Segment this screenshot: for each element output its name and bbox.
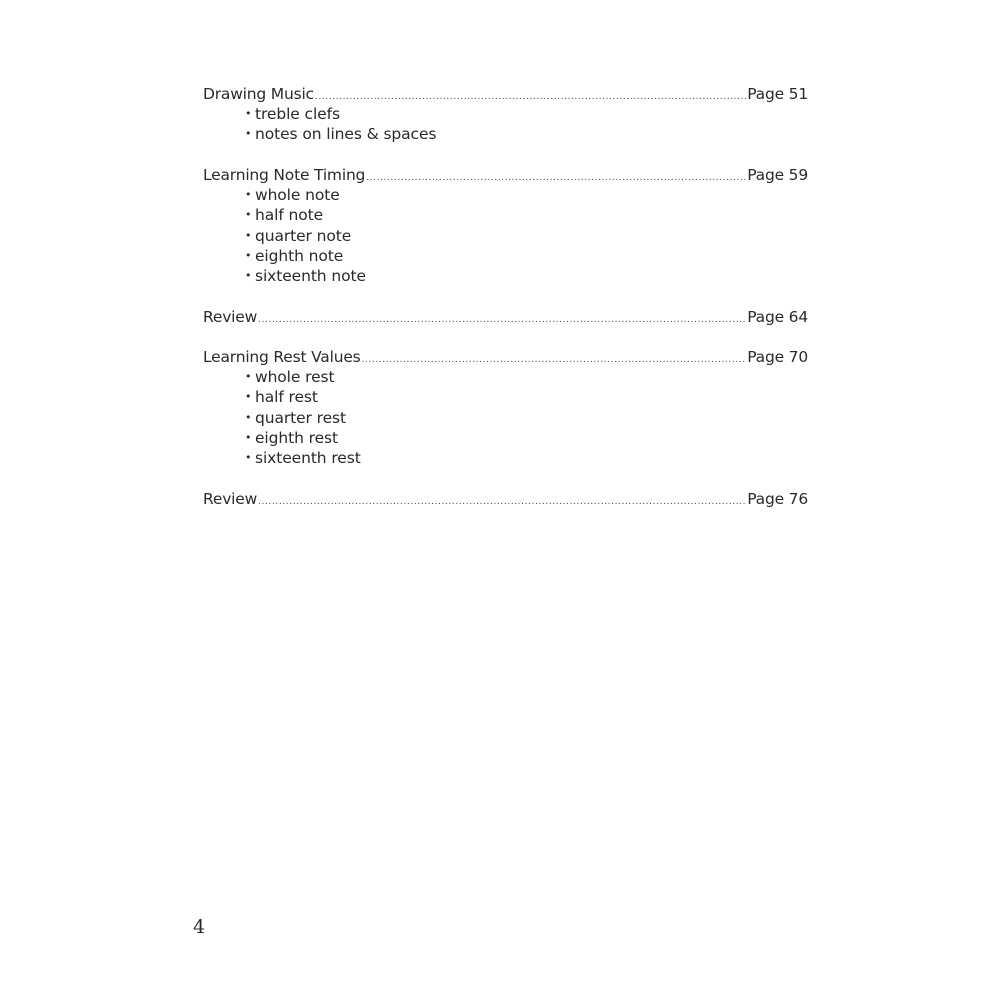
toc-entry-title: Review [203, 307, 258, 326]
toc-subitem [245, 185, 808, 205]
bullet-icon: • [245, 208, 252, 222]
dot-leader [315, 87, 746, 107]
dot-leader [258, 310, 746, 330]
toc-subitem [245, 367, 808, 387]
bullet-icon: • [245, 228, 252, 242]
bullet-icon: • [245, 430, 252, 444]
toc-subitems [203, 367, 808, 469]
bullet-icon: • [245, 187, 252, 201]
page-number: 4 [193, 916, 206, 938]
toc-entry-page: Page 70 [747, 347, 808, 366]
bullet-icon: • [245, 127, 252, 141]
toc-entry-title: Drawing Music [203, 85, 314, 103]
bullet-icon: • [245, 269, 252, 283]
toc-entry-page: Page 76 [747, 489, 808, 508]
dot-leader [366, 168, 746, 188]
table-of-contents [203, 84, 808, 529]
toc-entry-title: Learning Note Timing [203, 165, 366, 184]
toc-entry-title: Review [203, 489, 258, 508]
bullet-icon: • [245, 369, 252, 383]
toc-subitem-label: notes on lines & spaces [255, 125, 437, 144]
toc-subitem-label: whole rest [255, 367, 335, 386]
toc-subitem-label: sixteenth note [255, 267, 366, 286]
toc-subitem [245, 387, 808, 407]
toc-section-drawing-music [203, 84, 808, 145]
toc-subitem-label: half note [255, 206, 324, 225]
toc-entry-page: Page 51 [747, 85, 808, 103]
toc-subitem-label: treble clefs [255, 105, 340, 123]
toc-subitem-label: sixteenth rest [255, 449, 361, 468]
toc-entry [203, 347, 808, 367]
toc-entry-title: Learning Rest Values [203, 347, 361, 366]
toc-subitem [245, 408, 808, 428]
toc-subitem [245, 246, 808, 266]
toc-subitem [245, 104, 808, 124]
bullet-icon: • [245, 451, 252, 465]
toc-section-review-2 [203, 489, 808, 509]
dot-leader [362, 350, 747, 370]
toc-subitem [245, 205, 808, 225]
toc-entry-page: Page 64 [747, 307, 808, 326]
bullet-icon: • [245, 410, 252, 424]
toc-subitem [245, 266, 808, 286]
toc-section-review-1 [203, 307, 808, 327]
toc-section-learning-rest-values [203, 347, 808, 469]
toc-entry-page: Page 59 [747, 165, 808, 184]
toc-subitem-label: quarter rest [255, 408, 346, 427]
toc-entry [203, 307, 808, 327]
toc-subitem [245, 428, 808, 448]
toc-entry [203, 84, 808, 104]
toc-subitem-label: half rest [255, 388, 318, 407]
toc-subitem-label: whole note [255, 185, 340, 204]
toc-subitem-label: eighth rest [255, 428, 338, 447]
dot-leader [258, 492, 746, 512]
toc-subitems [203, 185, 808, 287]
toc-entry [203, 165, 808, 185]
toc-subitem [245, 226, 808, 246]
bullet-icon: • [245, 390, 252, 404]
bullet-icon: • [245, 248, 252, 262]
toc-subitem [245, 448, 808, 468]
toc-subitem-label: quarter note [255, 226, 352, 245]
toc-entry [203, 489, 808, 509]
bullet-icon: • [245, 107, 252, 120]
toc-section-learning-note-timing [203, 165, 808, 287]
toc-subitem-label: eighth note [255, 246, 344, 265]
toc-subitems [203, 104, 808, 145]
toc-subitem [245, 124, 808, 144]
